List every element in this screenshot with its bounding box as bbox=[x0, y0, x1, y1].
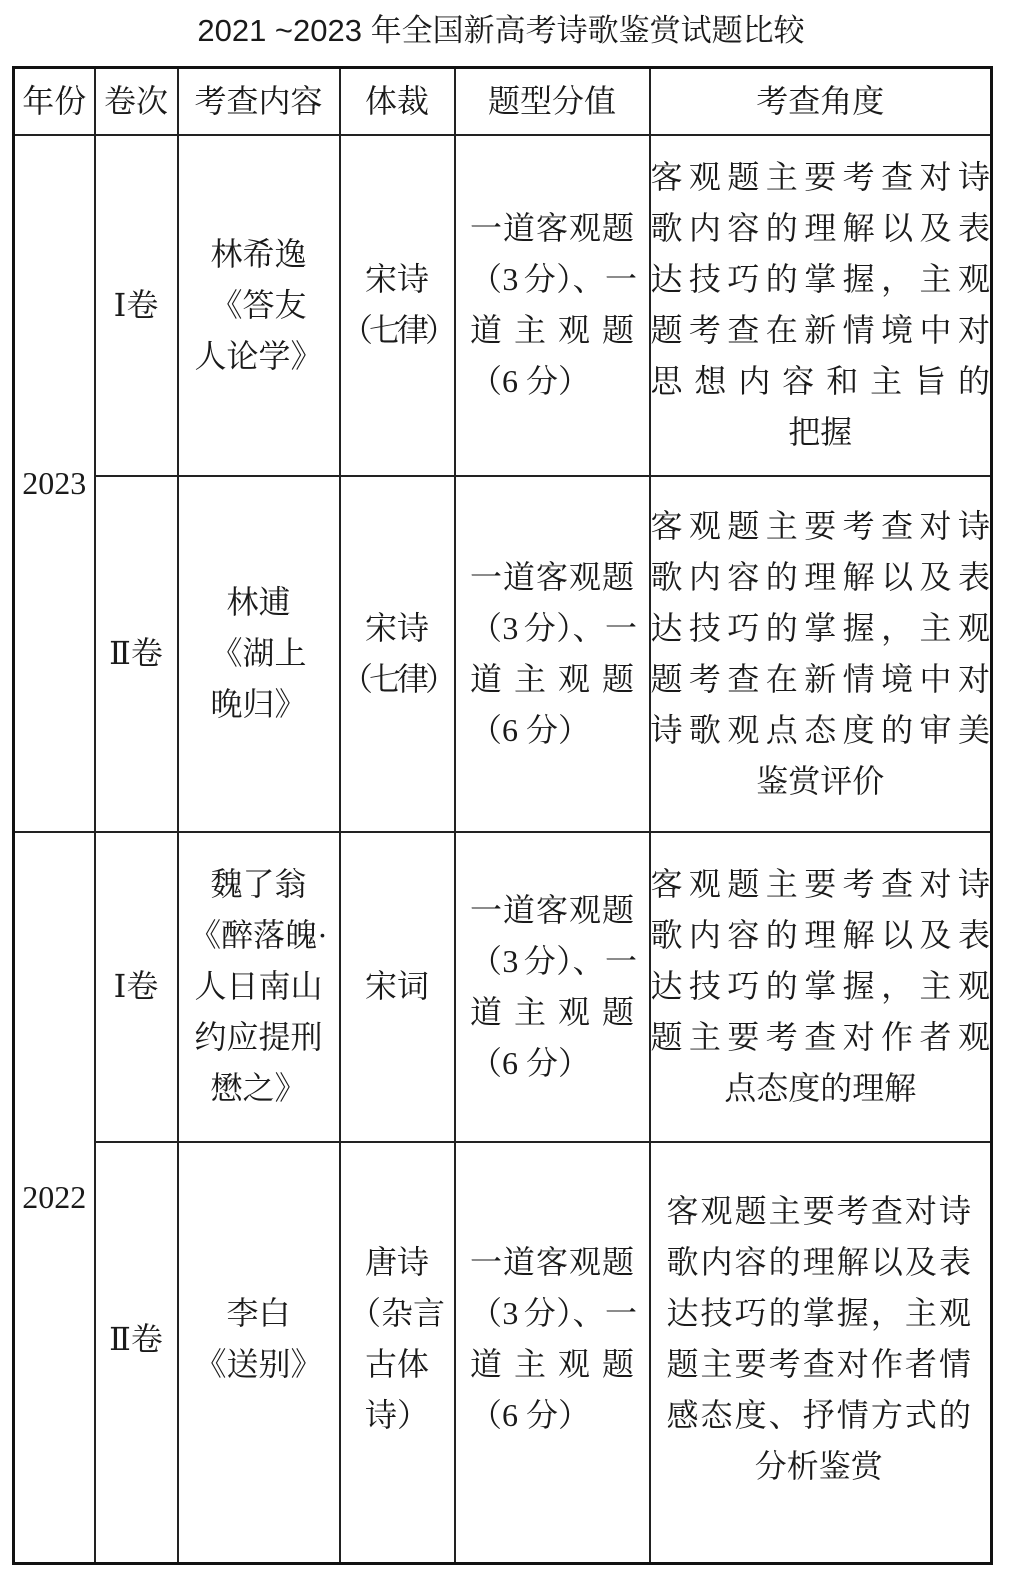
genre-line: 唐诗 bbox=[364, 1244, 429, 1281]
content-cell bbox=[178, 476, 340, 832]
focus-cell bbox=[650, 832, 992, 1142]
header-genre: 体裁 bbox=[340, 68, 455, 135]
focus-line: 达技巧的掌握，主观 bbox=[666, 1295, 971, 1332]
paper-cell: Ⅱ卷 bbox=[95, 476, 178, 832]
content-line: 魏了翁 bbox=[210, 866, 307, 902]
question-type-line: （6 分） bbox=[470, 1397, 591, 1434]
focus-cell bbox=[650, 135, 992, 476]
paper-cell: Ⅰ卷 bbox=[95, 135, 178, 476]
genre-line: （杂言 bbox=[348, 1295, 445, 1332]
question-type-block bbox=[470, 203, 634, 407]
question-type-line: （3 分）、一 bbox=[470, 942, 634, 979]
content-line: 人论学》 bbox=[194, 337, 323, 374]
year-cell: 2023 bbox=[14, 135, 95, 832]
focus-line: 思想内容和主旨的 bbox=[650, 363, 990, 399]
content-line: 人日南山 bbox=[194, 968, 323, 1004]
question-type-line: 道主观题 bbox=[470, 993, 634, 1030]
focus-cell bbox=[650, 476, 992, 832]
question-type-line: 一道客观题 bbox=[470, 1244, 634, 1281]
comparison-table bbox=[12, 66, 993, 1565]
question-type-line: 道主观题 bbox=[470, 312, 634, 348]
content-cell bbox=[178, 135, 340, 476]
question-type-line: （6 分） bbox=[470, 711, 591, 748]
focus-line: 鉴赏评价 bbox=[756, 762, 885, 799]
focus-line: 达技巧的掌握，主观 bbox=[650, 968, 990, 1004]
genre-cell bbox=[340, 832, 455, 1142]
question-type-cell bbox=[455, 476, 650, 832]
content-line: 林逋 bbox=[226, 584, 291, 620]
focus-line: 歌内容的理解以及表 bbox=[650, 917, 990, 953]
question-type-block bbox=[470, 1237, 634, 1441]
content-line: 懋之》 bbox=[210, 1070, 307, 1106]
question-type-line: 一道客观题 bbox=[470, 558, 634, 595]
table-row bbox=[14, 832, 992, 1142]
focus-line: 把握 bbox=[788, 414, 853, 450]
genre-line: 诗） bbox=[364, 1397, 429, 1434]
focus-line: 歌内容的理解以及表 bbox=[650, 558, 990, 595]
genre-line: （七律） bbox=[340, 660, 453, 697]
genre-cell bbox=[340, 476, 455, 832]
focus-cell bbox=[650, 1142, 992, 1564]
table-title: 2021 ~2023 年全国新高考诗歌鉴赏试题比较 bbox=[197, 13, 805, 48]
focus-line: 感态度、抒情方式的 bbox=[666, 1397, 971, 1434]
table-row bbox=[14, 135, 992, 476]
header-question-type: 题型分值 bbox=[455, 68, 650, 135]
paper-cell: Ⅰ卷 bbox=[95, 832, 178, 1142]
question-type-cell bbox=[455, 135, 650, 476]
content-line: 李白 bbox=[226, 1295, 291, 1332]
focus-line: 诗歌观点态度的审美 bbox=[650, 711, 990, 748]
focus-line: 客观题主要考查对诗 bbox=[650, 507, 990, 544]
content-line: 《醉落魄· bbox=[189, 917, 328, 953]
genre-cell bbox=[340, 135, 455, 476]
focus-line: 客观题主要考查对诗 bbox=[650, 159, 990, 195]
question-type-line: 一道客观题 bbox=[470, 891, 634, 928]
content-line: 《湖上 bbox=[210, 635, 307, 671]
focus-line: 题主要考查对作者观 bbox=[650, 1019, 990, 1055]
header-row bbox=[14, 68, 992, 135]
header-year: 年份 bbox=[14, 68, 95, 135]
question-type-block bbox=[470, 885, 634, 1089]
genre-cell bbox=[340, 1142, 455, 1564]
genre-line: 宋诗 bbox=[364, 261, 429, 297]
question-type-cell bbox=[455, 1142, 650, 1564]
focus-line: 达技巧的掌握，主观 bbox=[650, 609, 990, 646]
question-type-line: 道主观题 bbox=[470, 660, 634, 697]
focus-line: 题考查在新情境中对 bbox=[650, 312, 990, 348]
year-cell: 2022 bbox=[14, 832, 95, 1564]
question-type-line: （6 分） bbox=[470, 363, 591, 399]
header-focus: 考查角度 bbox=[650, 68, 992, 135]
focus-line: 题考查在新情境中对 bbox=[650, 660, 990, 697]
table-row bbox=[14, 476, 992, 832]
content-line: 林希逸 bbox=[210, 235, 307, 272]
paper-cell: Ⅱ卷 bbox=[95, 1142, 178, 1564]
header-paper: 卷次 bbox=[95, 68, 178, 135]
genre-line: 宋诗 bbox=[364, 609, 429, 646]
focus-line: 达技巧的掌握，主观 bbox=[650, 261, 990, 297]
question-type-line: （3 分）、一 bbox=[470, 1295, 634, 1332]
question-type-line: （6 分） bbox=[470, 1044, 591, 1081]
focus-line: 分析鉴赏 bbox=[754, 1448, 883, 1485]
focus-line: 客观题主要考查对诗 bbox=[650, 866, 990, 902]
content-cell bbox=[178, 1142, 340, 1564]
content-line: 晚归》 bbox=[210, 686, 307, 722]
content-cell bbox=[178, 832, 340, 1142]
question-type-line: 道主观题 bbox=[470, 1346, 634, 1383]
genre-line: （七律） bbox=[340, 312, 453, 348]
content-line: 约应提刑 bbox=[194, 1019, 323, 1055]
focus-line: 客观题主要考查对诗 bbox=[666, 1193, 971, 1230]
focus-line: 歌内容的理解以及表 bbox=[650, 210, 990, 246]
question-type-line: （3 分）、一 bbox=[470, 609, 634, 646]
content-line: 《送别》 bbox=[194, 1346, 323, 1383]
question-type-block bbox=[470, 552, 634, 756]
focus-line: 点态度的理解 bbox=[724, 1070, 917, 1106]
table-row bbox=[14, 1142, 992, 1564]
genre-line: 宋词 bbox=[364, 968, 429, 1004]
question-type-line: 一道客观题 bbox=[470, 210, 634, 246]
focus-line: 题主要考查对作者情 bbox=[666, 1346, 971, 1383]
content-line: 《答友 bbox=[210, 286, 307, 323]
header-content: 考查内容 bbox=[178, 68, 340, 135]
question-type-line: （3 分）、一 bbox=[470, 261, 634, 297]
question-type-cell bbox=[455, 832, 650, 1142]
genre-line: 古体 bbox=[364, 1346, 429, 1383]
focus-line: 歌内容的理解以及表 bbox=[666, 1244, 971, 1281]
